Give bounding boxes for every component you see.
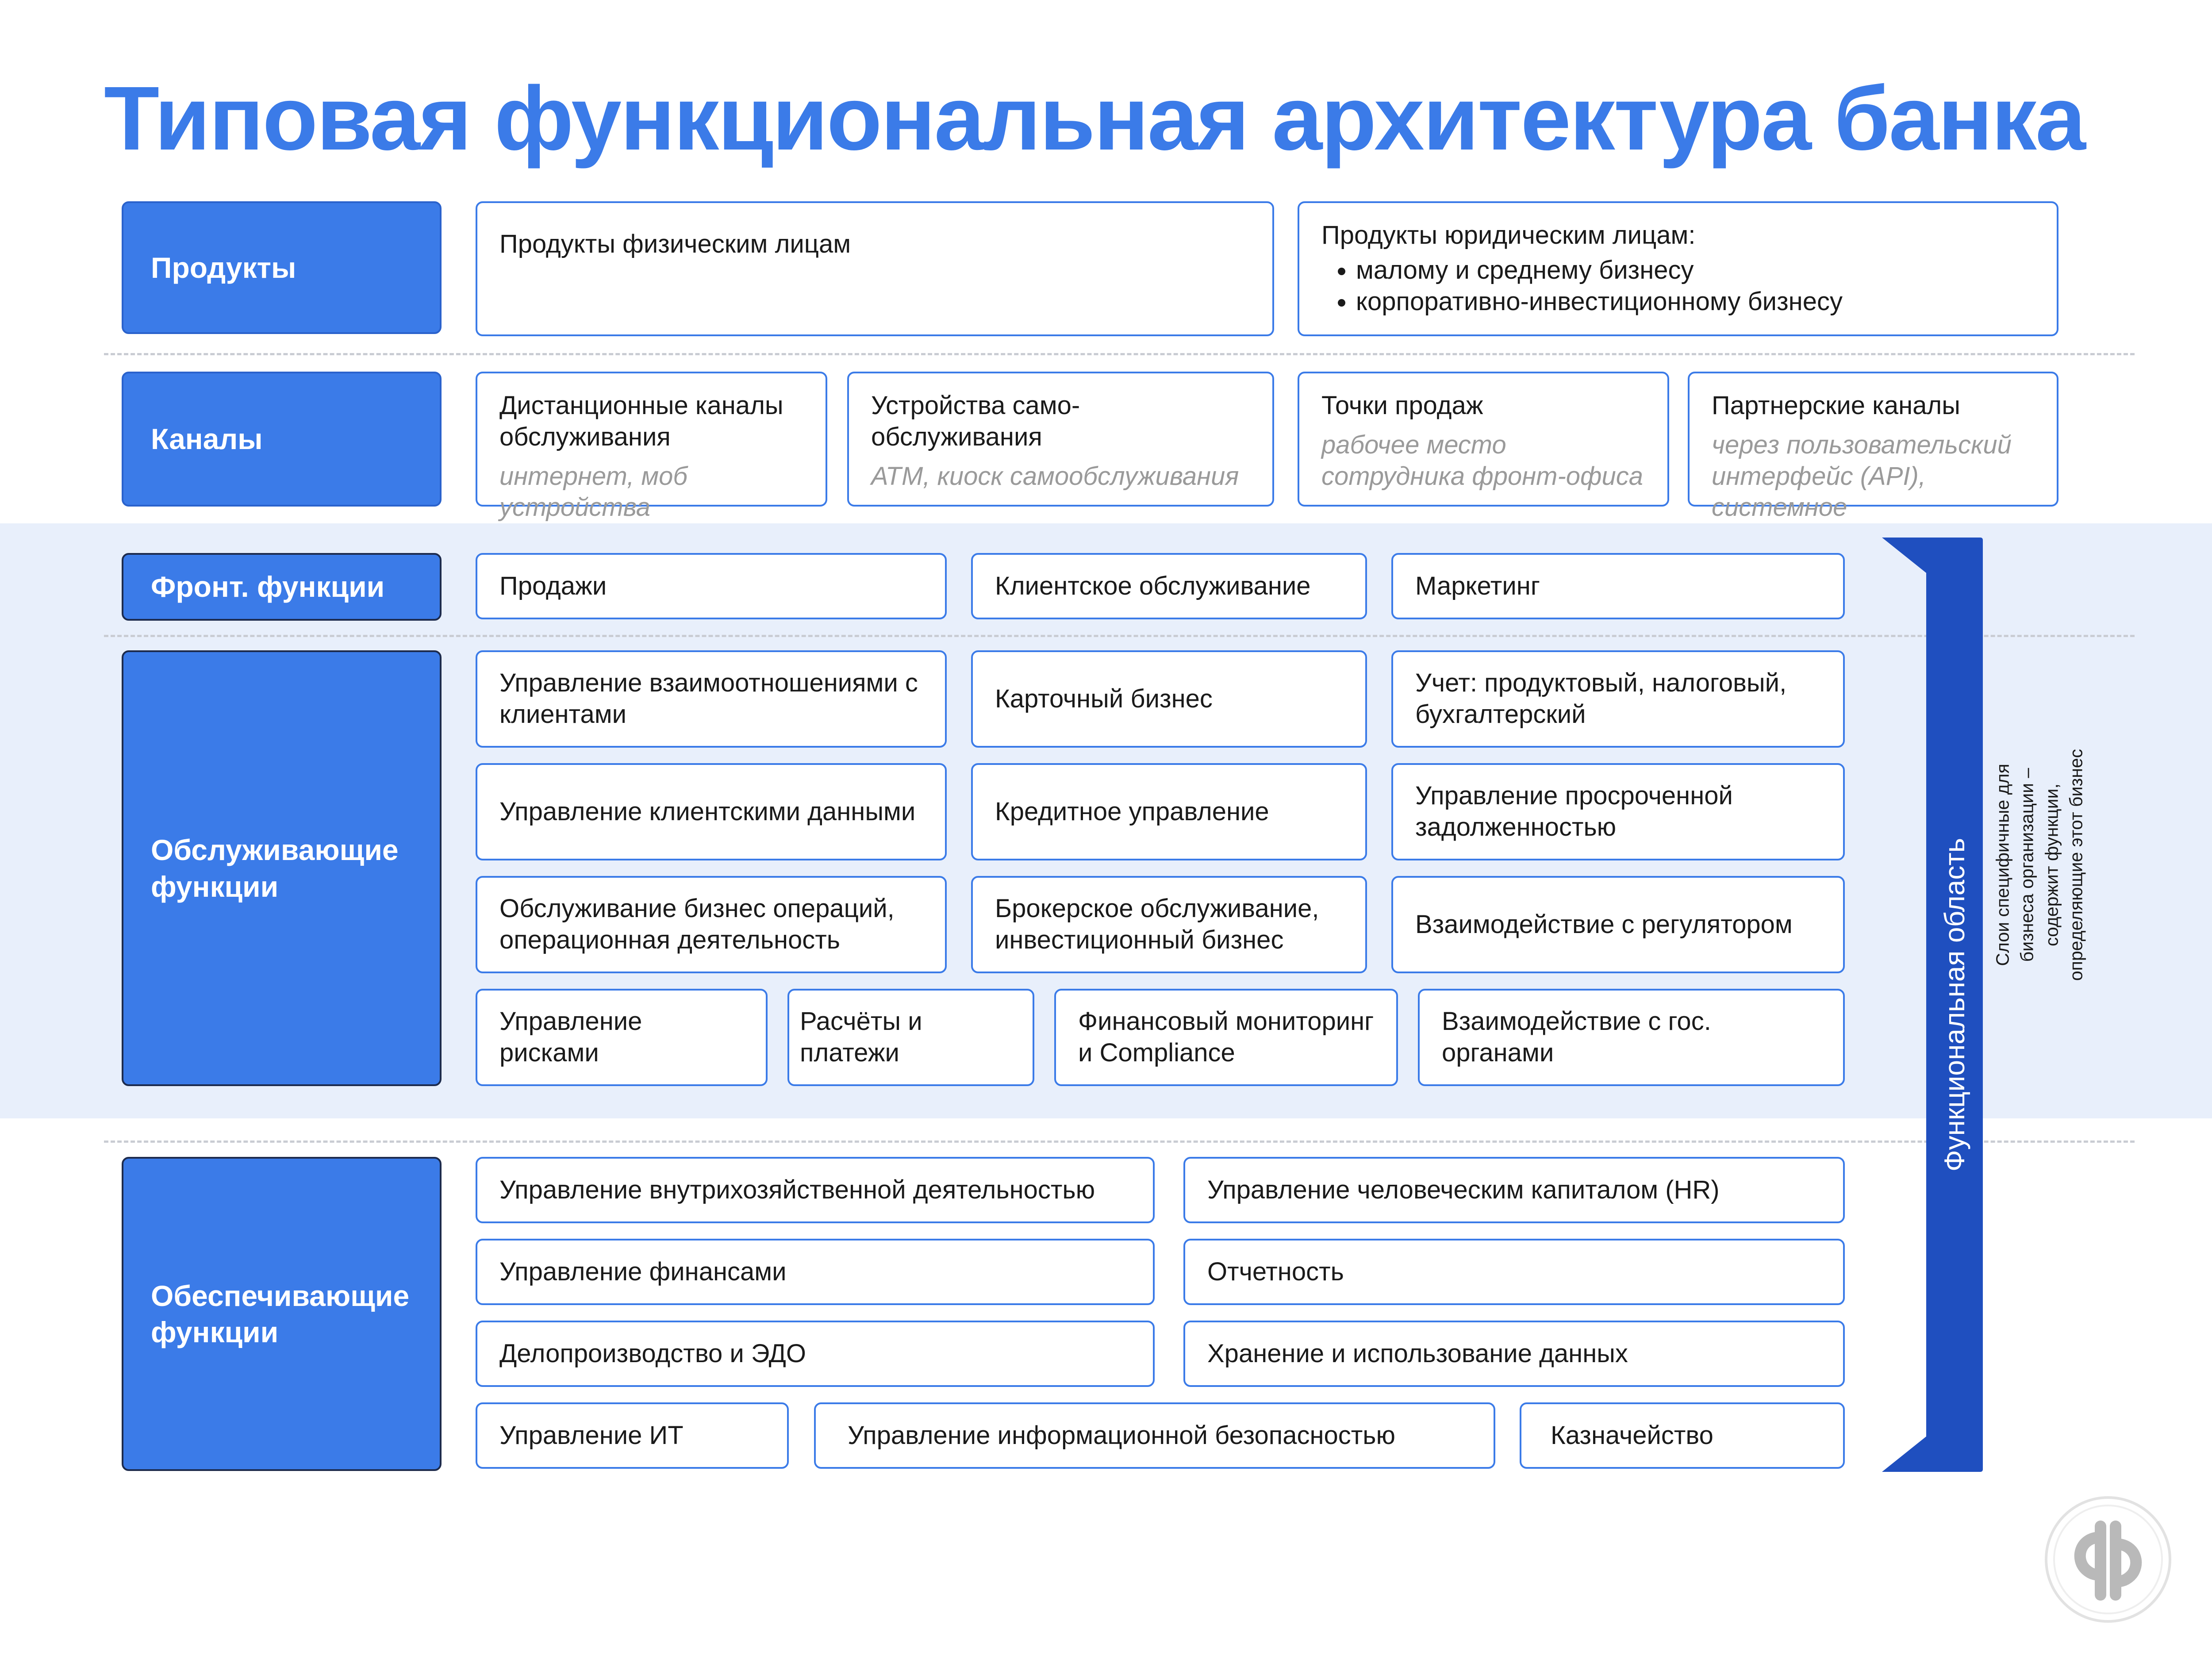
servicing-function-box: Финансовый мониторинг и Compliance: [1054, 989, 1398, 1086]
products-individuals-text: Продукты физическим лицам: [499, 230, 851, 258]
channel-box: [847, 372, 1274, 507]
functional-area-note-text: Слои специфичные для бизнеса организации – содержит функции, определяющие этот бизнес: [1992, 749, 2086, 981]
servicing-function-box: Карточный бизнес: [971, 650, 1367, 748]
row-label-support-functions: Обеспечивающие функции: [122, 1157, 442, 1471]
list-item: • корпоративно-инвестиционному бизнесу: [1356, 286, 2035, 318]
servicing-function-box: Кредитное управление: [971, 763, 1367, 860]
support-function-box: Управление человеческим капиталом (HR): [1183, 1157, 1845, 1223]
support-function-box: Отчетность: [1183, 1239, 1845, 1305]
servicing-function-box: Управление клиентскими данными: [476, 763, 947, 860]
servicing-function-box: Взаимодействие с регулятором: [1391, 876, 1845, 973]
channel-subtitle: через пользовательский интерфейс (API), системное: [1712, 430, 2012, 522]
servicing-function-box: Расчёты и платежи: [787, 989, 1034, 1086]
channel-subtitle: интернет, моб устройства: [499, 461, 688, 522]
row-label-servicing-functions: Обслуживающие функции: [122, 650, 442, 1086]
channel-box: [1298, 372, 1669, 507]
functional-area-note: [1992, 728, 2086, 1002]
page-title: Типовая функциональная архитектура банка: [104, 68, 2085, 169]
separator-products-channels: [104, 353, 2135, 355]
channel-subtitle: АТМ, киоск самообслуживания: [871, 461, 1239, 491]
functional-area-label: Функциональная область: [1939, 838, 1970, 1171]
row-label-front-functions: Фронт. функции: [122, 553, 442, 621]
channel-title: Дистанционные каналы обслуживания: [499, 391, 783, 451]
servicing-function-box: Управление рисками: [476, 989, 768, 1086]
support-function-box: Управление финансами: [476, 1239, 1155, 1305]
products-legal-heading: Продукты юридическим лицам:: [1321, 221, 1696, 250]
ff-logo-icon: [2044, 1495, 2172, 1624]
list-item: • малому и среднему бизнесу: [1356, 255, 2035, 286]
front-function-box: Клиентское обслуживание: [971, 553, 1367, 619]
support-function-box: Хранение и использование данных: [1183, 1321, 1845, 1387]
front-function-box: Маркетинг: [1391, 553, 1845, 619]
servicing-function-box: Управление взаимоотношениями с клиентами: [476, 650, 947, 748]
channel-title: Партнерские каналы: [1712, 391, 1960, 420]
separator-servicing-support: [104, 1141, 2135, 1143]
products-legal-box: [1298, 201, 2058, 336]
support-function-box: Управление ИТ: [476, 1402, 789, 1469]
servicing-function-box: Брокерское обслуживание, инвестиционный бизнес: [971, 876, 1367, 973]
channel-title: Точки продаж: [1321, 391, 1483, 420]
row-label-products: Продукты: [122, 201, 442, 334]
support-function-box: Делопроизводство и ЭДО: [476, 1321, 1155, 1387]
channel-box: [476, 372, 827, 522]
row-label-channels: Каналы: [122, 372, 442, 507]
support-function-box: Управление информационной безопасностью: [814, 1402, 1495, 1469]
servicing-function-box: Учет: продуктовый, налоговый, бухгалтерский: [1391, 650, 1845, 748]
channel-box: [1688, 372, 2058, 522]
functional-area-bracket: [1882, 538, 1983, 1472]
channel-subtitle: рабочее место сотрудника фронт-офиса: [1321, 430, 1643, 491]
servicing-function-box: Взаимодействие с гос. органами: [1418, 989, 1845, 1086]
servicing-function-box: Управление просроченной задолженностью: [1391, 763, 1845, 860]
products-individuals-box: [476, 201, 1274, 336]
support-function-box: Казначейство: [1520, 1402, 1845, 1469]
front-function-box: Продажи: [476, 553, 947, 619]
support-function-box: Управление внутрихозяйственной деятельностью: [476, 1157, 1155, 1223]
channel-title: Устройства само-обслуживания: [871, 391, 1080, 451]
separator-front-servicing: [104, 635, 2135, 637]
servicing-function-box: Обслуживание бизнес операций, операционная деятельность: [476, 876, 947, 973]
products-legal-list: [1321, 255, 2035, 318]
